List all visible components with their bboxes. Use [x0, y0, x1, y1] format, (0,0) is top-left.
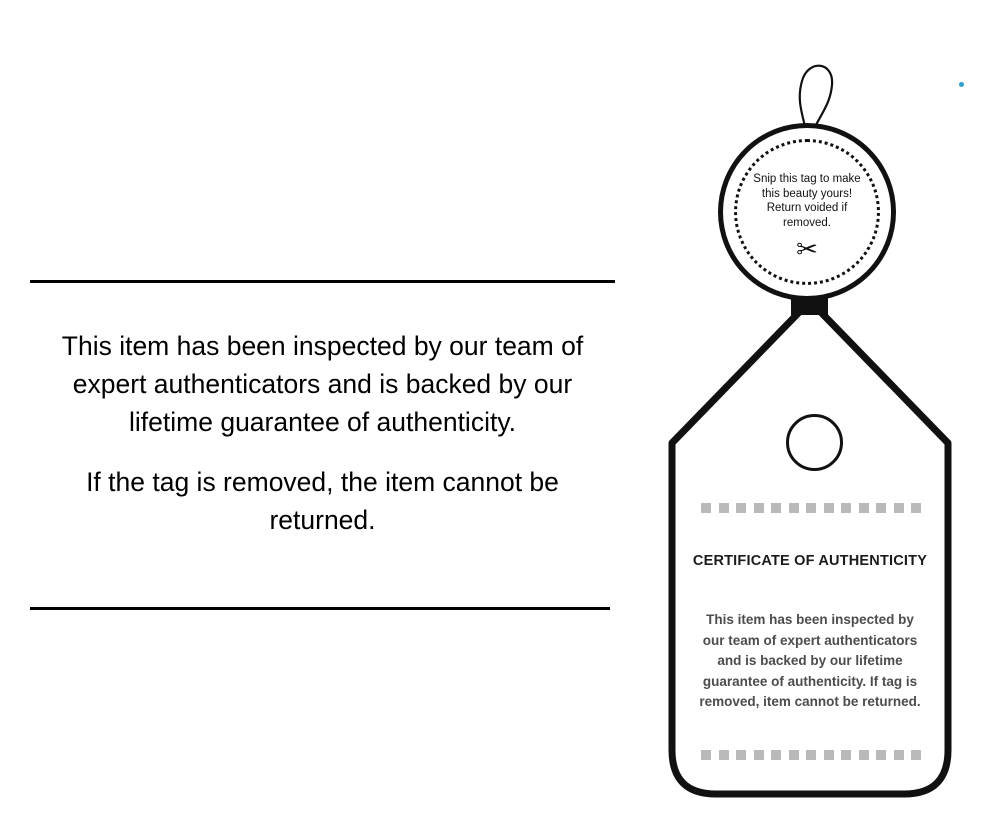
dash	[894, 750, 904, 760]
dash	[806, 750, 816, 760]
authenticity-statement-panel	[30, 280, 615, 610]
dash	[859, 750, 869, 760]
dash	[754, 750, 764, 760]
snip-instruction-text: Snip this tag to make this beauty yours! Return voided if removed.	[753, 173, 861, 229]
authenticity-statement-text	[30, 283, 615, 569]
dash	[754, 503, 764, 513]
dash	[736, 750, 746, 760]
statement-paragraph-1: This item has been inspected by our team of expert authenticators and is backed by our lifetime guarantee of authenticity.	[61, 331, 584, 437]
dash	[824, 750, 834, 760]
dash	[859, 503, 869, 513]
hang-tag-illustration	[650, 40, 970, 780]
dash	[841, 503, 851, 513]
round-snip-tag	[718, 123, 896, 301]
accent-dot	[959, 82, 964, 87]
dash	[876, 503, 886, 513]
dash	[789, 750, 799, 760]
dash	[911, 503, 921, 513]
statement-paragraph-2: If the tag is removed, the item cannot be returned.	[86, 467, 559, 535]
dash	[841, 750, 851, 760]
dash	[736, 503, 746, 513]
dash	[719, 503, 729, 513]
dash	[894, 503, 904, 513]
dash	[876, 750, 886, 760]
certificate-body-text: This item has been inspected by our team of expert authenticators and is backed by our lifetime guarantee of authenticity. If tag is removed, item cannot be returned.	[699, 612, 921, 709]
dash	[789, 503, 799, 513]
dash	[701, 503, 711, 513]
scissors-icon: ✂	[796, 234, 818, 264]
spacer	[30, 569, 615, 607]
divider-bottom	[30, 607, 610, 610]
tag-punch-hole	[786, 414, 843, 471]
dash	[911, 750, 921, 760]
dash	[771, 503, 781, 513]
dash	[771, 750, 781, 760]
dash	[824, 503, 834, 513]
dashed-divider-bottom	[701, 750, 921, 760]
dash	[719, 750, 729, 760]
certificate-tag-body	[666, 295, 954, 800]
dash	[806, 503, 816, 513]
certificate-title: CERTIFICATE OF AUTHENTICITY	[692, 553, 928, 569]
dash	[701, 750, 711, 760]
dashed-divider-top	[701, 503, 921, 513]
